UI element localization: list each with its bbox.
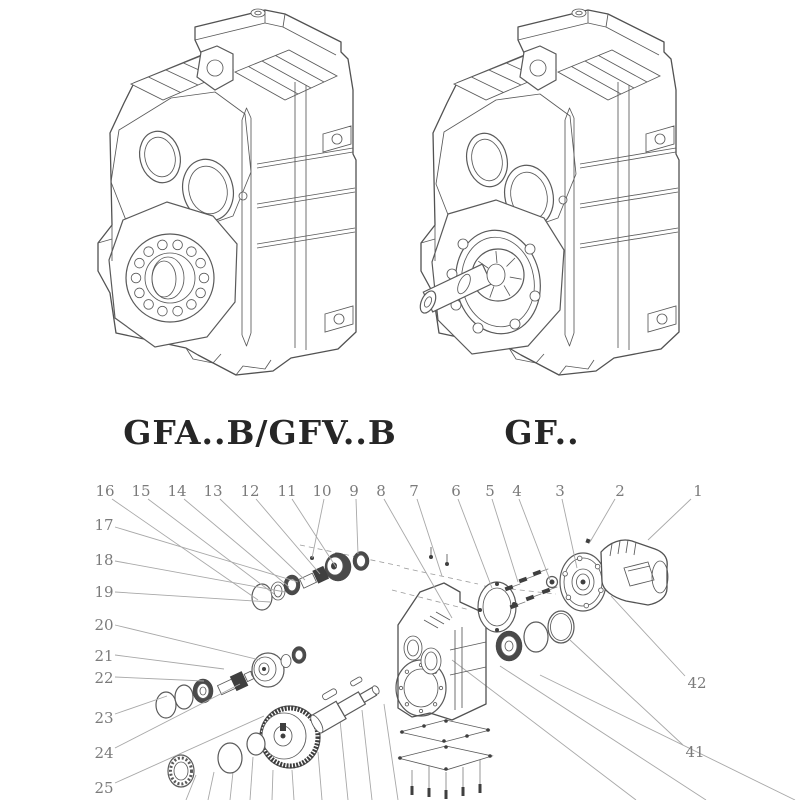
leader-line-15 <box>148 499 274 594</box>
strap-bolt-hole-top <box>332 134 342 144</box>
retaining-ring <box>548 611 574 643</box>
leader-line-3 <box>562 499 577 568</box>
keyway <box>280 723 286 731</box>
leader-line-42 <box>611 596 685 676</box>
leader-line-18 <box>115 561 285 592</box>
callout-number-6: 6 <box>451 482 461 500</box>
callout-number-19: 19 <box>94 583 114 601</box>
snap-ring <box>175 685 193 709</box>
leader-line-6 <box>458 499 492 588</box>
strap-bolt-hole-top <box>655 134 665 144</box>
leader-line-12 <box>256 499 320 574</box>
callout-number-9: 9 <box>349 482 359 500</box>
lug-hole <box>530 60 546 76</box>
callout-number-12: 12 <box>240 482 260 500</box>
strap-bolt-hole-bottom <box>657 314 667 324</box>
strap-bolt-hole-bottom <box>334 314 344 324</box>
vent-plug <box>559 196 567 204</box>
leader-line-4 <box>519 499 550 580</box>
plug-screw <box>585 538 590 543</box>
snap-ring <box>218 743 242 773</box>
callout-number-41: 41 <box>685 743 705 761</box>
spacer-ring <box>247 733 265 755</box>
callout-number-14: 14 <box>167 482 187 500</box>
bottom-cover-plates <box>398 719 492 799</box>
input-shaft-assembly <box>252 552 369 611</box>
leader-line-9 <box>356 499 358 554</box>
shaft-key <box>322 688 338 701</box>
washer <box>281 655 291 668</box>
output-shaft <box>308 680 383 735</box>
oil-plug <box>251 9 265 17</box>
vent-plug <box>239 192 247 200</box>
motor-side-assembly <box>478 538 668 632</box>
callout-number-4: 4 <box>512 482 522 500</box>
callout-number-22: 22 <box>94 669 114 687</box>
leader-line-11 <box>292 499 336 567</box>
callout-number-17: 17 <box>94 516 114 534</box>
callout-number-2: 2 <box>615 482 625 500</box>
callout-number-3: 3 <box>555 482 565 500</box>
callout-number-13: 13 <box>203 482 223 500</box>
leader-line-7 <box>417 499 442 576</box>
callout-number-18: 18 <box>94 551 114 569</box>
output-gear-assembly <box>260 676 383 768</box>
leader-line-20 <box>115 625 260 660</box>
callout-number-1: 1 <box>693 482 703 500</box>
callout-number-42: 42 <box>687 674 707 692</box>
leader-line-17 <box>115 527 298 582</box>
shaft-hub <box>487 264 505 286</box>
figure-left-gear-unit-drawing <box>85 2 395 402</box>
callout-number-10: 10 <box>312 482 332 500</box>
callout-number-11: 11 <box>277 482 297 500</box>
oil-plug <box>572 9 586 17</box>
leader-line-2 <box>590 499 615 542</box>
leader-line-21 <box>115 655 224 669</box>
exploded-parts-diagram <box>0 470 800 800</box>
callout-number-20: 20 <box>94 616 114 634</box>
shaft-key <box>350 676 363 686</box>
figure-right-caption: GF.. <box>504 413 580 452</box>
callout-number-25: 25 <box>94 779 114 797</box>
leader-line-19 <box>115 592 270 602</box>
figure-right-gear-unit-drawing <box>408 2 723 402</box>
lower-ring-cluster <box>168 733 265 787</box>
callout-number-16: 16 <box>95 482 115 500</box>
leader-line-22 <box>115 677 204 681</box>
callout-number-15: 15 <box>131 482 151 500</box>
lug-hole <box>207 60 223 76</box>
leader-line-5 <box>492 499 518 582</box>
callout-number-21: 21 <box>94 647 114 665</box>
callout-number-5: 5 <box>485 482 495 500</box>
leader-line-14 <box>184 499 289 587</box>
callout-number-7: 7 <box>409 482 419 500</box>
figure-left-caption: GFA..B/GFV..B <box>123 413 397 452</box>
leader-line-1 <box>648 499 691 540</box>
callout-number-23: 23 <box>94 709 114 727</box>
snap-ring <box>524 622 548 652</box>
callout-number-8: 8 <box>376 482 386 500</box>
callout-number-24: 24 <box>94 744 114 762</box>
